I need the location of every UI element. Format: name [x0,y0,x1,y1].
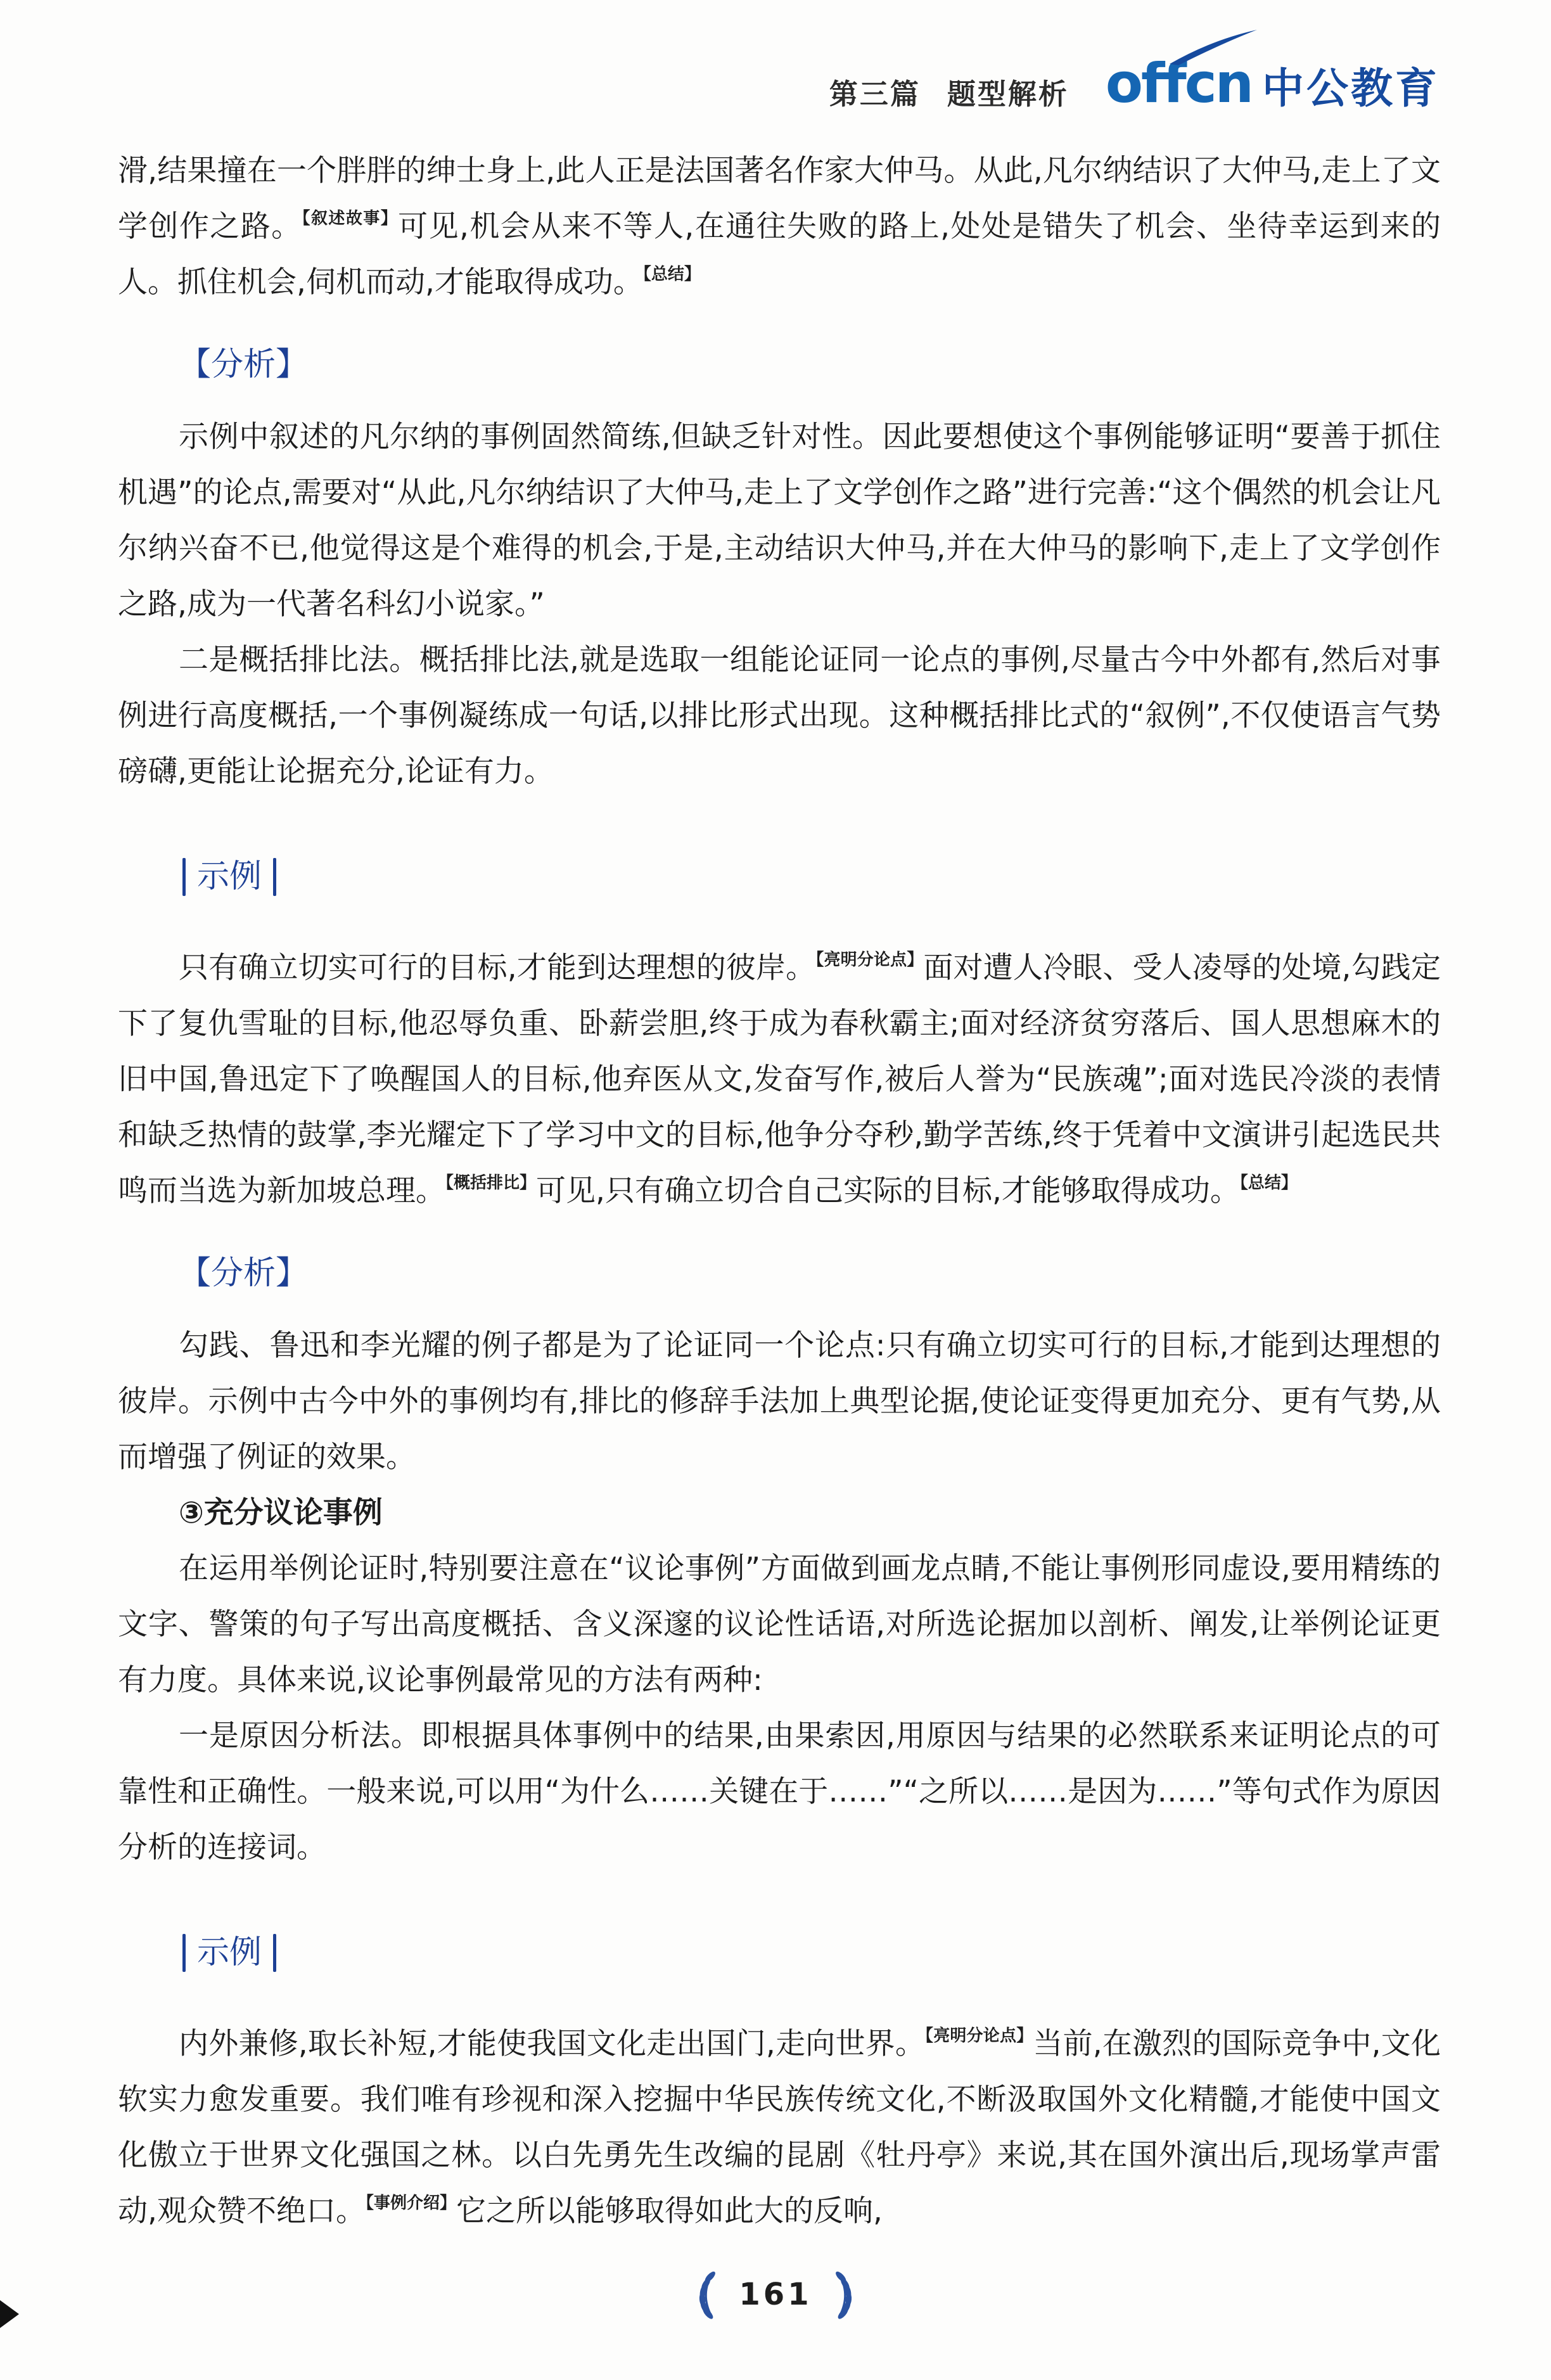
inline-annotation: 【亮明分论点】 [925,2026,1033,2045]
offcn-logo-text: offcn [1105,51,1252,115]
example-heading-label: 示例 [197,858,262,895]
paragraph: 一是原因分析法。即根据具体事例中的结果,由果索因,用原因与结果的必然联系来证明论点的可靠性和正确性。一般来说,可以用“为什么……关键在于……”“之所以……是因为……”等句式作为原因分析的连接词。 [118,1718,1441,1865]
paragraph: 只有确立切实可行的目标,才能到达理想的彼岸。$^{【亮明分论点】}$面对遭人冷眼、受人凌辱的处境,勾践定下了复仇雪耻的目标,他忍辱负重、卧薪尝胆,终于成为春秋霸主;面对经济贫穷落后、国人思想麻木的旧中国,鲁迅定下了唤醒国人的目标,他弃医从文,发奋写作,被后人誉为“民族魂”;面对选民冷淡的表情和缺乏热情的鼓掌,李光耀定下了学习中文的目标,他争分夺秒,勤学苦练,终于凭着中文演讲引起选民共鸣而当选为新加坡总理。$^{【概括排比】}$可见,只有确立切合自己实际的目标,才能够取得成功。$^{【总结】}$ [118,950,1441,1208]
laurel-right-icon [831,2270,860,2319]
laurel-left-icon [691,2270,720,2319]
numbered-subheading: ③充分议论事例 [179,1495,383,1530]
page-footer [0,2270,1551,2319]
inline-annotation: 【叙述故事】 [302,209,399,228]
section-label: 题型解析 [947,77,1069,111]
inline-annotation: 【总结】 [642,265,701,284]
paragraph: 在运用举例论证时,特别要注意在“议论事例”方面做到画龙点睛,不能让事例形同虚设,要用精练的文字、警策的句子写出高度概括、含义深邃的议论性话语,对所选论据加以剖析、阐发,让举例论证更有力度。具体来说,议论事例最常见的方法有两种: [118,1551,1441,1698]
logo-swoosh-icon [1167,29,1262,67]
vertical-bar-icon [273,1934,276,1972]
brand-name: 中公教育 [1262,64,1439,113]
vertical-bar-icon [273,858,276,896]
paragraph: 内外兼修,取长补短,才能使我国文化走出国门,走向世界。$^{【亮明分论点】}$当前,在激烈的国际竞争中,文化软实力愈发重要。我们唯有珍视和深入挖掘中华民族传统文化,不断汲取国外文化精髓,才能使中国文化傲立于世界文化强国之林。以白先勇先生改编的昆剧《牡丹亭》来说,其在国外演出后,现场掌声雷动,观众赞不绝口。$^{【事例介绍】}$它之所以能够取得如此大的反响, [118,2026,1441,2229]
paragraph: 示例中叙述的凡尔纳的事例固然简练,但缺乏针对性。因此要想使这个事例能够证明“要善于抓住机遇”的论点,需要对“从此,凡尔纳结识了大仲马,走上了文学创作之路”进行完善:“这个偶然的机会让凡尔纳兴奋不已,他觉得这是个难得的机会,于是,主动结识大仲马,并在大仲马的影响下,走上了文学创作之路,成为一代著名科幻小说家。” [118,419,1441,622]
vertical-bar-icon [182,858,186,896]
inline-annotation: 【概括排比】 [445,1174,537,1193]
scan-artifact [0,2300,19,2328]
inline-annotation: 【亮明分论点】 [815,950,924,969]
analysis-heading: 【分析】 [179,1255,309,1292]
example-heading [182,1925,276,1981]
paragraph: 二是概括排比法。概括排比法,就是选取一组能论证同一论点的事例,尽量古今中外都有,然后对事例进行高度概括,一个事例凝练成一句话,以排比形式出现。这种概括排比式的“叙例”,不仅使语言气势磅礴,更能让论据充分,论证有力。 [118,643,1441,789]
offcn-logo [1105,51,1439,115]
inline-annotation: 【事例介绍】 [365,2194,456,2213]
paragraph: 滑,结果撞在一个胖胖的绅士身上,此人正是法国著名作家大仲马。从此,凡尔纳结识了大仲马,走上了文学创作之路。$^{【叙述故事】}$可见,机会从来不等人,在通往失败的路上,处处是错失了机会、坐待幸运到来的人。抓住机会,伺机而动,才能取得成功。$^{【总结】}$ [118,153,1441,300]
example-heading [182,849,276,905]
part-label: 第三篇 [829,77,921,111]
inline-annotation: 【总结】 [1239,1174,1298,1193]
vertical-bar-icon [182,1934,186,1972]
page-number: 161 [739,2277,812,2312]
doc-body [118,143,1441,2239]
analysis-heading: 【分析】 [179,346,309,383]
example-heading-label: 示例 [197,1934,262,1971]
running-head [829,54,1069,112]
page-header [829,51,1439,115]
offcn-logo-wordmark [1105,51,1252,115]
paragraph: 勾践、鲁迅和李光耀的例子都是为了论证同一个论点:只有确立切实可行的目标,才能到达理想的彼岸。示例中古今中外的事例均有,排比的修辞手法加上典型论据,使论证变得更加充分、更有气势,从而增强了例证的效果。 [118,1328,1441,1475]
